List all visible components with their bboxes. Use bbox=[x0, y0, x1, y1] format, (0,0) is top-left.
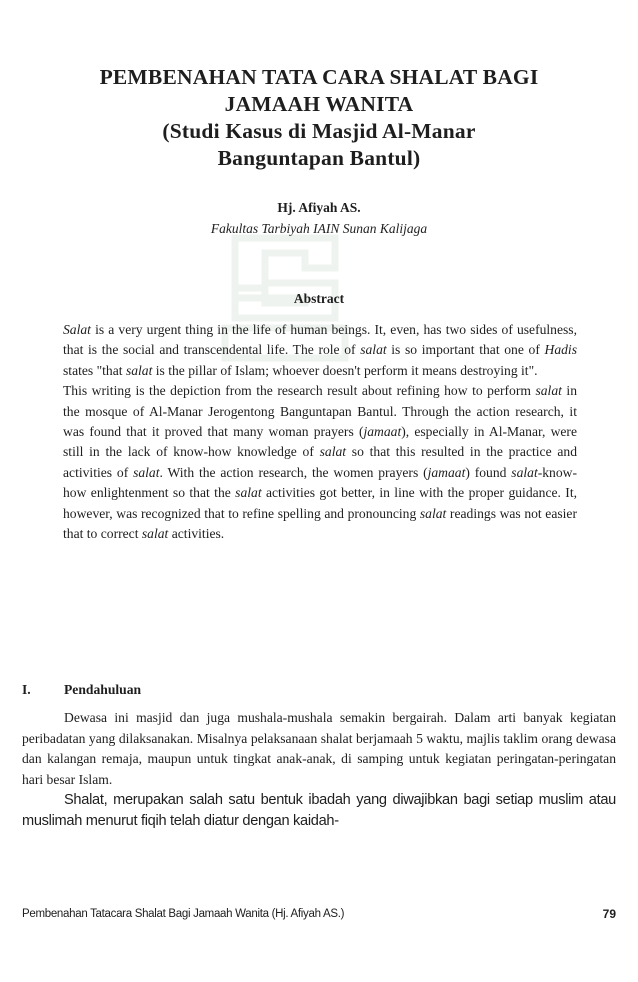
text-run: ), especially in Al-Manar, were still in the lack of know-how knowledge of bbox=[63, 424, 577, 460]
italic-term: Hadis bbox=[544, 342, 577, 358]
page-number: 79 bbox=[602, 907, 616, 921]
abstract-text bbox=[63, 320, 577, 544]
text-run: in the mosque of Al-Manar Jerogentong Banguntapan Bantul. Through the action research, it was found that it proved that many woman prayers ( bbox=[63, 383, 577, 440]
italic-term: salat bbox=[125, 362, 153, 378]
text-run: is so important that one of bbox=[386, 342, 545, 358]
text-run: -know-how enlightenment so that the bbox=[63, 464, 577, 501]
title-line: PEMBENAHAN TATA CARA SHALAT BAGI bbox=[99, 65, 539, 89]
italic-term: salat bbox=[419, 505, 447, 521]
text-run: activities got better, in line with the proper guidance. It, however, was recognized that to refine spelling and pronouncing bbox=[63, 485, 577, 521]
author-affiliation: Fakultas Tarbiyah IAIN Sunan Kalijaga bbox=[210, 221, 428, 236]
text-run: is a very urgent thing in the life of human beings. It, even, has two sides of usefulness, that is the social and transcendental life. The role of bbox=[63, 322, 577, 358]
italic-term: salat bbox=[319, 444, 347, 460]
title-line: JAMAAH WANITA bbox=[224, 92, 414, 116]
italic-term: salat bbox=[133, 464, 160, 480]
abstract-paragraph bbox=[63, 320, 577, 381]
abstract-paragraph bbox=[63, 381, 577, 544]
section-title: Pendahuluan bbox=[64, 682, 142, 697]
body-paragraph: Shalat, merupakan salah satu bentuk ibadah yang diwajibkan bagi setiap muslim atau muslimah menurut fiqih telah diatur dengan kaidah- bbox=[22, 792, 616, 829]
italic-term: jamaat bbox=[427, 464, 466, 480]
italic-term: salat bbox=[360, 342, 387, 358]
italic-term: salat bbox=[535, 383, 562, 399]
body-text bbox=[22, 708, 616, 832]
text-run: ) found bbox=[465, 464, 512, 480]
italic-term: salat bbox=[235, 485, 262, 501]
text-run: states "that bbox=[63, 362, 126, 378]
abstract-heading: Abstract bbox=[293, 291, 345, 306]
text-run: This writing is the depiction from the research result about refining how to perform bbox=[63, 383, 536, 399]
italic-term: salat bbox=[511, 464, 538, 480]
section-heading bbox=[22, 682, 141, 698]
body-paragraph: Dewasa ini masjid dan juga mushala-mushala semakin bergairah. Dalam arti banyak kegiatan peribadatan yang dilaksanakan. Misalnya pelaksanaan shalat berjamaah 5 waktu, majlis taklim orang dewasa dan kalangan remaja, maupun untuk tingkat anak-anak, di samping untuk kegiatan peringatan-peringatan hari besar Islam. bbox=[22, 710, 616, 787]
section-number: I. bbox=[22, 682, 31, 697]
title-line: Banguntapan Bantul) bbox=[217, 146, 421, 170]
running-footer-title: Pembenahan Tatacara Shalat Bagi Jamaah Wanita (Hj. Afiyah AS.) bbox=[22, 908, 345, 920]
italic-term: salat bbox=[141, 526, 169, 542]
author-name: Hj. Afiyah AS. bbox=[277, 200, 361, 215]
text-run: is the pillar of Islam; whoever doesn't perform it means destroying it". bbox=[152, 362, 538, 378]
title-line: (Studi Kasus di Masjid Al-Manar bbox=[162, 119, 476, 143]
text-run: . With the action research, the women prayers ( bbox=[159, 464, 428, 480]
italic-term: Salat bbox=[63, 322, 91, 337]
italic-term: jamaat bbox=[363, 424, 402, 440]
text-run: so that this resulted in the practice and activities of bbox=[63, 444, 577, 480]
text-run: activities. bbox=[168, 526, 225, 542]
text-run: readings was not easier that to correct bbox=[63, 505, 577, 542]
article-title bbox=[40, 64, 598, 172]
